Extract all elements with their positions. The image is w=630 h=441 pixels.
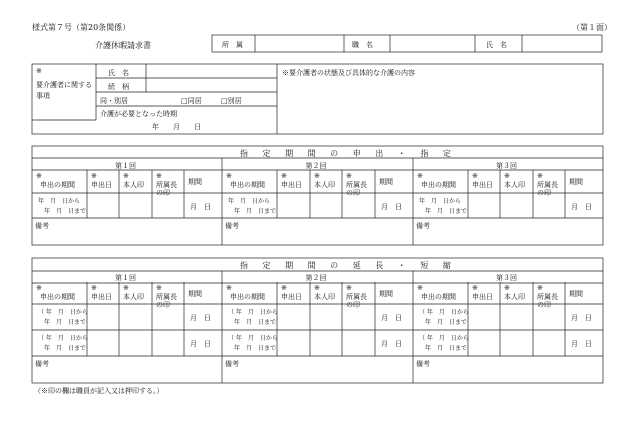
remarks-label: 備考 [416,222,430,230]
remarks-field[interactable] [223,368,412,382]
manager-seal-field[interactable] [534,305,564,329]
staff-mark: ※ [346,284,352,292]
remarks-field[interactable] [33,368,221,382]
round-label: 第３回 [496,162,517,170]
column-header: 期間 [569,178,583,186]
staff-mark: ※ [314,172,320,180]
staff-mark: ※ [346,172,352,180]
staff-mark: ※ [91,284,97,292]
column-header: 申出日 [91,293,112,301]
employee-name-label: 氏 名 [486,41,507,49]
request-date-field[interactable] [278,305,309,329]
remarks-field[interactable] [414,368,602,382]
column-header: 所属長の印 [156,181,177,197]
request-date-field[interactable] [88,305,118,329]
staff-mark: ※ [123,284,129,292]
staff-mark: ※ [417,284,423,292]
round-label: 第２回 [305,274,327,282]
period-to-field[interactable]: 年 月 日まで [234,345,277,352]
period-to-field[interactable]: 年 月 日まで [234,208,277,215]
manager-seal-field[interactable] [343,305,374,329]
request-date-field[interactable] [469,194,499,217]
round-label: 第１回 [115,162,136,170]
personal-seal-field[interactable] [501,194,532,217]
column-header: 本人印 [314,293,335,301]
recipient-name-label: 氏 名 [108,69,129,77]
remarks-label: 備考 [225,360,239,368]
staff-mark: ※ [504,172,510,180]
staff-mark: ※ [504,284,510,292]
staff-mark: ※ [281,284,287,292]
period-from-field[interactable]: （ 年 月 日から [38,335,88,342]
round-label: 第３回 [496,274,517,282]
remarks-label: 備考 [416,360,430,368]
column-header: 期間 [379,178,393,186]
request-date-field[interactable] [88,331,118,355]
staff-mark: ※ [472,284,478,292]
remarks-label: 備考 [35,222,49,230]
care-state-label: ※要介護者の状態及び具体的な介護の内容 [282,69,415,77]
column-header: 所属長の印 [346,181,367,197]
column-header: 申出の期間 [230,181,265,189]
period-to-field[interactable]: 年 月 日まで [234,319,277,326]
column-header: 本人印 [504,293,525,301]
period-days-field[interactable]: 月 日 [381,202,402,211]
period-from-field[interactable]: （ 年 月 日から [38,309,88,316]
round-label: 第１回 [115,274,136,282]
request-date-field[interactable] [469,305,499,329]
employee-name-field[interactable] [523,36,601,51]
manager-seal-field[interactable] [534,331,564,355]
form-title: 介護休暇請求書 [95,41,151,50]
period-days-field[interactable]: 月 日 [190,340,211,348]
affiliation-label: 所 属 [222,41,243,49]
column-header: 本人印 [314,181,335,189]
period-from-field[interactable]: 年 月 日から [38,198,81,205]
period-days-field[interactable]: 月 日 [381,314,402,322]
column-header: 期間 [188,178,202,186]
manager-seal-field[interactable] [153,331,183,355]
personal-seal-field[interactable] [311,331,341,355]
care-recipient-label: 要介護者に関する事項 [36,81,92,100]
column-header: 本人印 [123,293,144,301]
personal-seal-field[interactable] [120,331,151,355]
request-date-field[interactable] [469,331,499,355]
column-header: 所属長の印 [537,181,558,197]
column-header: 申出の期間 [40,181,75,189]
staff-mark: ※ [36,172,42,180]
period-from-field[interactable]: （ 年 月 日から [419,309,469,316]
column-header: 申出の期間 [421,181,456,189]
period-from-field[interactable]: （ 年 月 日から [419,335,469,342]
care-needed-time-label: 介護が必要となった時期 [100,110,177,118]
period-to-field[interactable]: 年 月 日まで [44,319,87,326]
column-header: 所属長の印 [156,293,177,309]
personal-seal-field[interactable] [120,305,151,329]
sec2-title: 指 定 期 間 の 延 長 ・ 短 縮 [240,261,457,270]
staff-mark: ※ [36,284,42,292]
column-header: 期間 [569,290,583,298]
form-number: 様式第７号（第20条関係） [32,23,131,32]
personal-seal-field[interactable] [311,305,341,329]
staff-mark: ※ [36,67,42,75]
period-days-field[interactable]: 月 日 [571,340,592,348]
sec1-title: 指 定 期 間 の 申 出 ・ 指 定 [240,149,457,158]
period-days-field[interactable]: 月 日 [381,340,402,348]
period-to-field[interactable]: 年 月 日まで [425,208,468,215]
column-header: 申出日 [472,181,493,189]
column-header: 申出の期間 [230,293,265,301]
staff-mark: ※ [472,172,478,180]
period-from-field[interactable]: （ 年 月 日から [228,335,278,342]
staff-mark: ※ [156,284,162,292]
column-header: 申出日 [472,293,493,301]
period-to-field[interactable]: 年 月 日まで [44,208,87,215]
staff-mark: ※ [417,172,423,180]
staff-mark: ※ [226,284,232,292]
job-title-field[interactable] [391,36,474,51]
staff-mark: ※ [123,172,129,180]
manager-seal-field[interactable] [534,194,564,217]
column-header: 所属長の印 [537,293,558,309]
period-days-field[interactable]: 月 日 [571,202,592,211]
period-to-field[interactable]: 年 月 日まで [44,345,87,352]
care-needed-date: 年 月 日 [152,123,201,131]
column-header: 本人印 [123,181,144,189]
job-title-label: 職 名 [352,41,373,49]
remarks-label: 備考 [225,222,239,230]
staff-mark: ※ [537,284,543,292]
period-from-field[interactable]: （ 年 月 日から [228,309,278,316]
column-header: 申出日 [281,293,302,301]
personal-seal-field[interactable] [501,305,532,329]
column-header: 期間 [188,290,202,298]
manager-seal-field[interactable] [343,194,374,217]
column-header: 申出の期間 [40,293,75,301]
relationship-label: 続 柄 [108,83,129,91]
personal-seal-field[interactable] [120,194,151,217]
affiliation-field[interactable] [256,36,343,51]
column-header: 所属長の印 [346,293,367,309]
column-header: 本人印 [504,181,525,189]
manager-seal-field[interactable] [343,331,374,355]
request-date-field[interactable] [88,194,118,217]
request-date-field[interactable] [278,194,309,217]
period-days-field[interactable]: 月 日 [190,202,211,211]
personal-seal-field[interactable] [311,194,341,217]
column-header: 申出日 [91,181,112,189]
period-to-field[interactable]: 年 月 日まで [425,319,468,326]
column-header: 申出の期間 [421,293,456,301]
round-label: 第２回 [305,162,327,170]
period-from-field[interactable]: 年 月 日から [419,198,462,205]
manager-seal-field[interactable] [153,305,183,329]
staff-mark: ※ [156,172,162,180]
column-header: 期間 [379,290,393,298]
staff-mark: ※ [314,284,320,292]
request-date-field[interactable] [278,331,309,355]
separate-checkbox[interactable]: □別居 [221,97,242,105]
remarks-field[interactable] [223,230,412,244]
manager-seal-field[interactable] [153,194,183,217]
staff-mark: ※ [226,172,232,180]
period-days-field[interactable]: 月 日 [571,314,592,322]
period-from-field[interactable]: 年 月 日から [228,198,271,205]
staff-mark: ※ [281,172,287,180]
remarks-label: 備考 [35,360,49,368]
personal-seal-field[interactable] [501,331,532,355]
period-days-field[interactable]: 月 日 [190,314,211,322]
column-header: 申出日 [281,181,302,189]
page-number: （第１面） [572,23,612,32]
footnote: （※印の欄は職員が記入又は押印する。） [34,387,164,395]
remarks-field[interactable] [33,230,221,244]
staff-mark: ※ [537,172,543,180]
staff-mark: ※ [91,172,97,180]
cohabitation-label: 同・別居 [100,97,128,105]
remarks-field[interactable] [414,230,602,244]
cohabit-checkbox[interactable]: □同居 [181,97,202,105]
period-to-field[interactable]: 年 月 日まで [425,345,468,352]
